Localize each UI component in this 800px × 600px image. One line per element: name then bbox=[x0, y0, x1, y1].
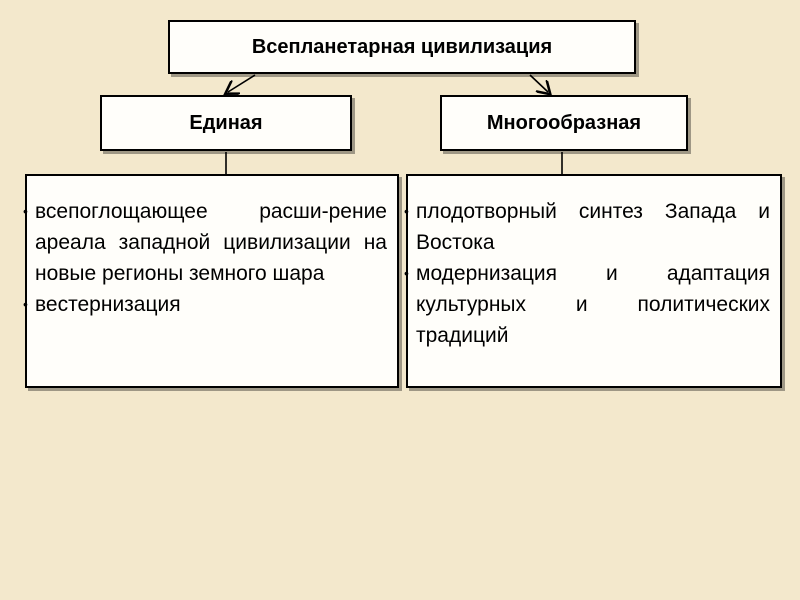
arrow-root-to-left bbox=[228, 75, 255, 92]
detail-list-diverse bbox=[404, 196, 770, 351]
detail-list-unified bbox=[23, 196, 387, 320]
branch-label-diverse: Многообразная bbox=[486, 111, 642, 134]
list-item bbox=[404, 258, 770, 351]
branch-box-unified bbox=[100, 95, 352, 151]
list-item-text: модернизация и адаптация культурных и политических традиций bbox=[416, 262, 770, 347]
detail-box-unified bbox=[25, 174, 399, 388]
list-item bbox=[23, 196, 387, 289]
root-concept-box bbox=[168, 20, 636, 74]
list-item-text: вестернизация bbox=[35, 293, 181, 316]
branch-label-unified: Единая bbox=[189, 111, 263, 134]
branch-box-diverse bbox=[440, 95, 688, 151]
detail-box-diverse bbox=[406, 174, 782, 388]
bullet-icon: • bbox=[23, 296, 28, 312]
list-item bbox=[404, 196, 770, 258]
root-concept-label: Всепланетарная цивилизация bbox=[251, 35, 553, 58]
bullet-icon: • bbox=[404, 203, 409, 219]
arrow-root-to-right bbox=[530, 75, 548, 92]
list-item-text: всепоглощающее расши-рение ареала западной цивилизации на новые регионы земного шара bbox=[35, 200, 387, 285]
bullet-icon: • bbox=[404, 265, 409, 281]
list-item bbox=[23, 289, 387, 320]
list-item-text: плодотворный синтез Запада и Востока bbox=[416, 200, 770, 254]
bullet-icon: • bbox=[23, 203, 28, 219]
